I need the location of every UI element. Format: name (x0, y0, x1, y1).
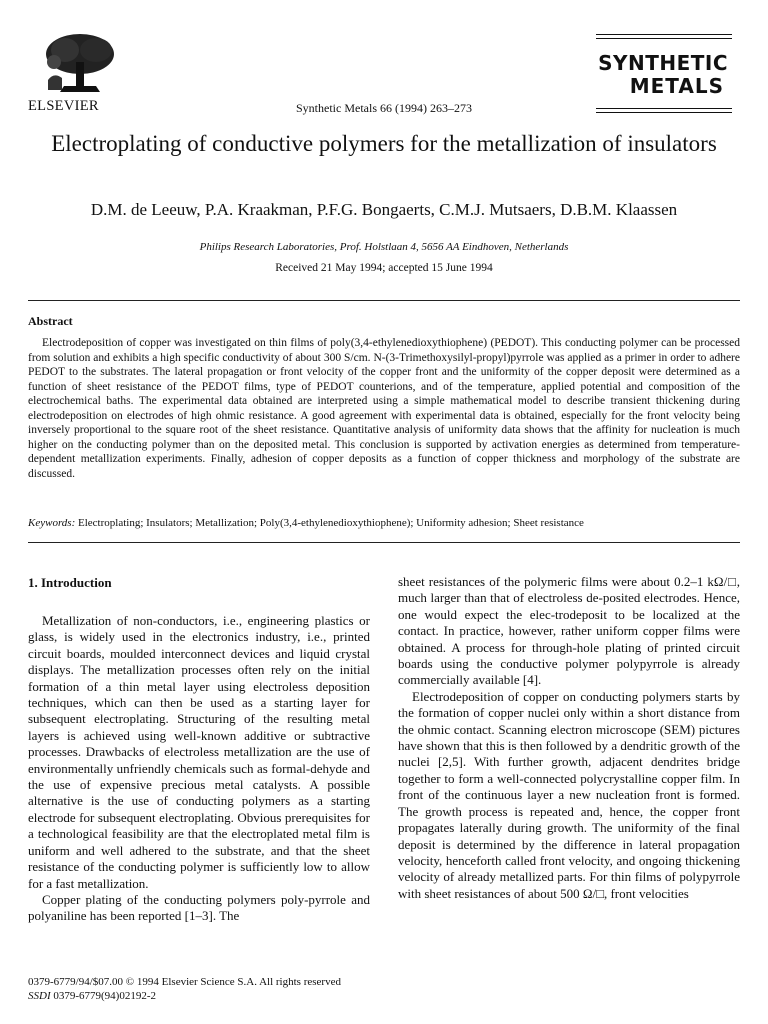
elsevier-tree-logo (40, 32, 120, 96)
keywords (28, 516, 740, 530)
footer (28, 975, 341, 1003)
logo-rule (596, 34, 732, 35)
journal-logo-line1: SYNTHETIC (598, 51, 728, 75)
logo-rule (596, 108, 732, 109)
paragraph: Metallization of non-conductors, i.e., engineering plastics or glass, is widely used in the electronics industry, i.e., printed circuit boards, moulded interconnect devices and liquid crystal displays. The metallization processes often rely on the initial formation of a thin metal layer using electroless deposition techniques, which can then be used as a starting layer for subsequent electroplating. Structuring of the resulting metal layers is achieved using well-known additive or subtractive processes. Drawbacks of electroless metallization are the use of environmentally unfriendly chemicals such as formal-dehyde and the use of expensive precious metal catalysts. A possible alternative is the use of conducting polymers as a starting electrode for subsequent electroplating. Obvious prerequisites for a technological feasibility are that the electroplated metal film is uniform and well adhered to the substrate, and that the sheet resistance of the conducting polymer is sufficiently low to allow for a fast metallization. (28, 613, 370, 891)
journal-reference: Synthetic Metals 66 (1994) 263–273 (296, 101, 472, 115)
left-column (28, 613, 370, 925)
article-title: Electroplating of conductive polymers for the metallization of insulators (51, 131, 717, 156)
ssdi-label: SSDI (28, 990, 51, 1002)
section-heading: 1. Introduction (28, 575, 112, 590)
logo-rule (596, 38, 732, 39)
paragraph: Electrodeposition of copper on conducting polymers starts by the formation of copper nuclei only within a short distance from the ohmic contact. Scanning electron microscope (SEM) pictures have shown that this is then followed by a dendritic growth of the nuclei [2,5]. With further growth, adjacent dendrites bridge together to form a well-connected polycrystalline copper film. In front of the continuous layer a new nucleation front is formed. The growth process is repeated and, hence, the copper front propagates laterally during growth. The uniformity of the final deposit is determined by the difference in lateral propagation velocity, henceforth called front velocity, and ongoing thickening velocity of already metallized parts. For thin films of polypyrrole with sheet resistances of about 500 Ω/□, front velocities (398, 688, 740, 901)
paragraph: Copper plating of the conducting polymers poly-pyrrole and polyaniline has been reported [1–3]. The (28, 891, 370, 924)
author-list: D.M. de Leeuw, P.A. Kraakman, P.F.G. Bongaerts, C.M.J. Mutsaers, D.B.M. Klaassen (90, 200, 678, 219)
keywords-label: Keywords: (28, 517, 76, 529)
paragraph: sheet resistances of the polymeric films were about 0.2–1 kΩ/□, much larger than that of electroless de-posited electrodes. Hence, one would expect the elec-trodeposit to be localized at the contact. In practice, however, rather uniform copper films were obtained. A process for through-hole plating of printed circuit boards using the conductive polymer polypyrrole is already commercially available [4]. (398, 574, 740, 688)
abstract-text: Electrodeposition of copper was investigated on thin films of poly(3,4-ethylenedioxythiophene) (PEDOT). This conducting polymer can be processed from solution and exhibits a high specific conductivity of about 300 S/cm. N-(3-Trimethoxysilyl-propyl)pyrrole was applied as a primer in order to adhere PEDOT to the substrates. The lateral propagation or front velocity of the copper front and the uniformity of the copper deposit were determined as a function of sheet resistance of the PEDOT films, type of PEDOT counterions, and of the temperature, applied potential and composition of the electrochemical baths. The experimental data obtained are interpreted using a simple mathematical model to describe transient thickening during electrodeposition on electrodes of high ohmic resistance. A good agreement with experimental data is obtained, especially for the front velocity being inversely proportional to the square root of the sheet resistance. Quantitative analysis of uniformity data shows that the affinity for nucleation is much higher on the conducting polymer than on the deposited metal. This conclusion is supported by activation energies as determined from temperature-dependent metallization experiments. Finally, adhesion of copper deposits as a function of copper thickness and morphology of the substrate are discussed. (28, 337, 740, 480)
abstract-heading: Abstract (28, 314, 73, 328)
copyright-line: 0379-6779/94/$07.00 © 1994 Elsevier Science S.A. All rights reserved (28, 976, 341, 988)
divider (28, 542, 740, 543)
received-dates: Received 21 May 1994; accepted 15 June 1994 (275, 262, 493, 274)
ssdi-line (28, 989, 341, 1003)
publisher-name: ELSEVIER (28, 98, 99, 114)
journal-logo (596, 48, 732, 98)
keywords-text: Electroplating; Insulators; Metallization; Poly(3,4-ethylenedioxythiophene); Uniformity adhesion; Sheet resistance (78, 517, 584, 529)
journal-logo-line2: METALS (629, 74, 724, 98)
logo-rule (596, 112, 732, 113)
right-column (398, 574, 740, 902)
divider (28, 300, 740, 301)
ssdi-code: 0379-6779(94)02192-2 (53, 990, 157, 1002)
author-affiliation: Philips Research Laboratories, Prof. Holstlaan 4, 5656 AA Eindhoven, Netherlands (199, 241, 569, 253)
